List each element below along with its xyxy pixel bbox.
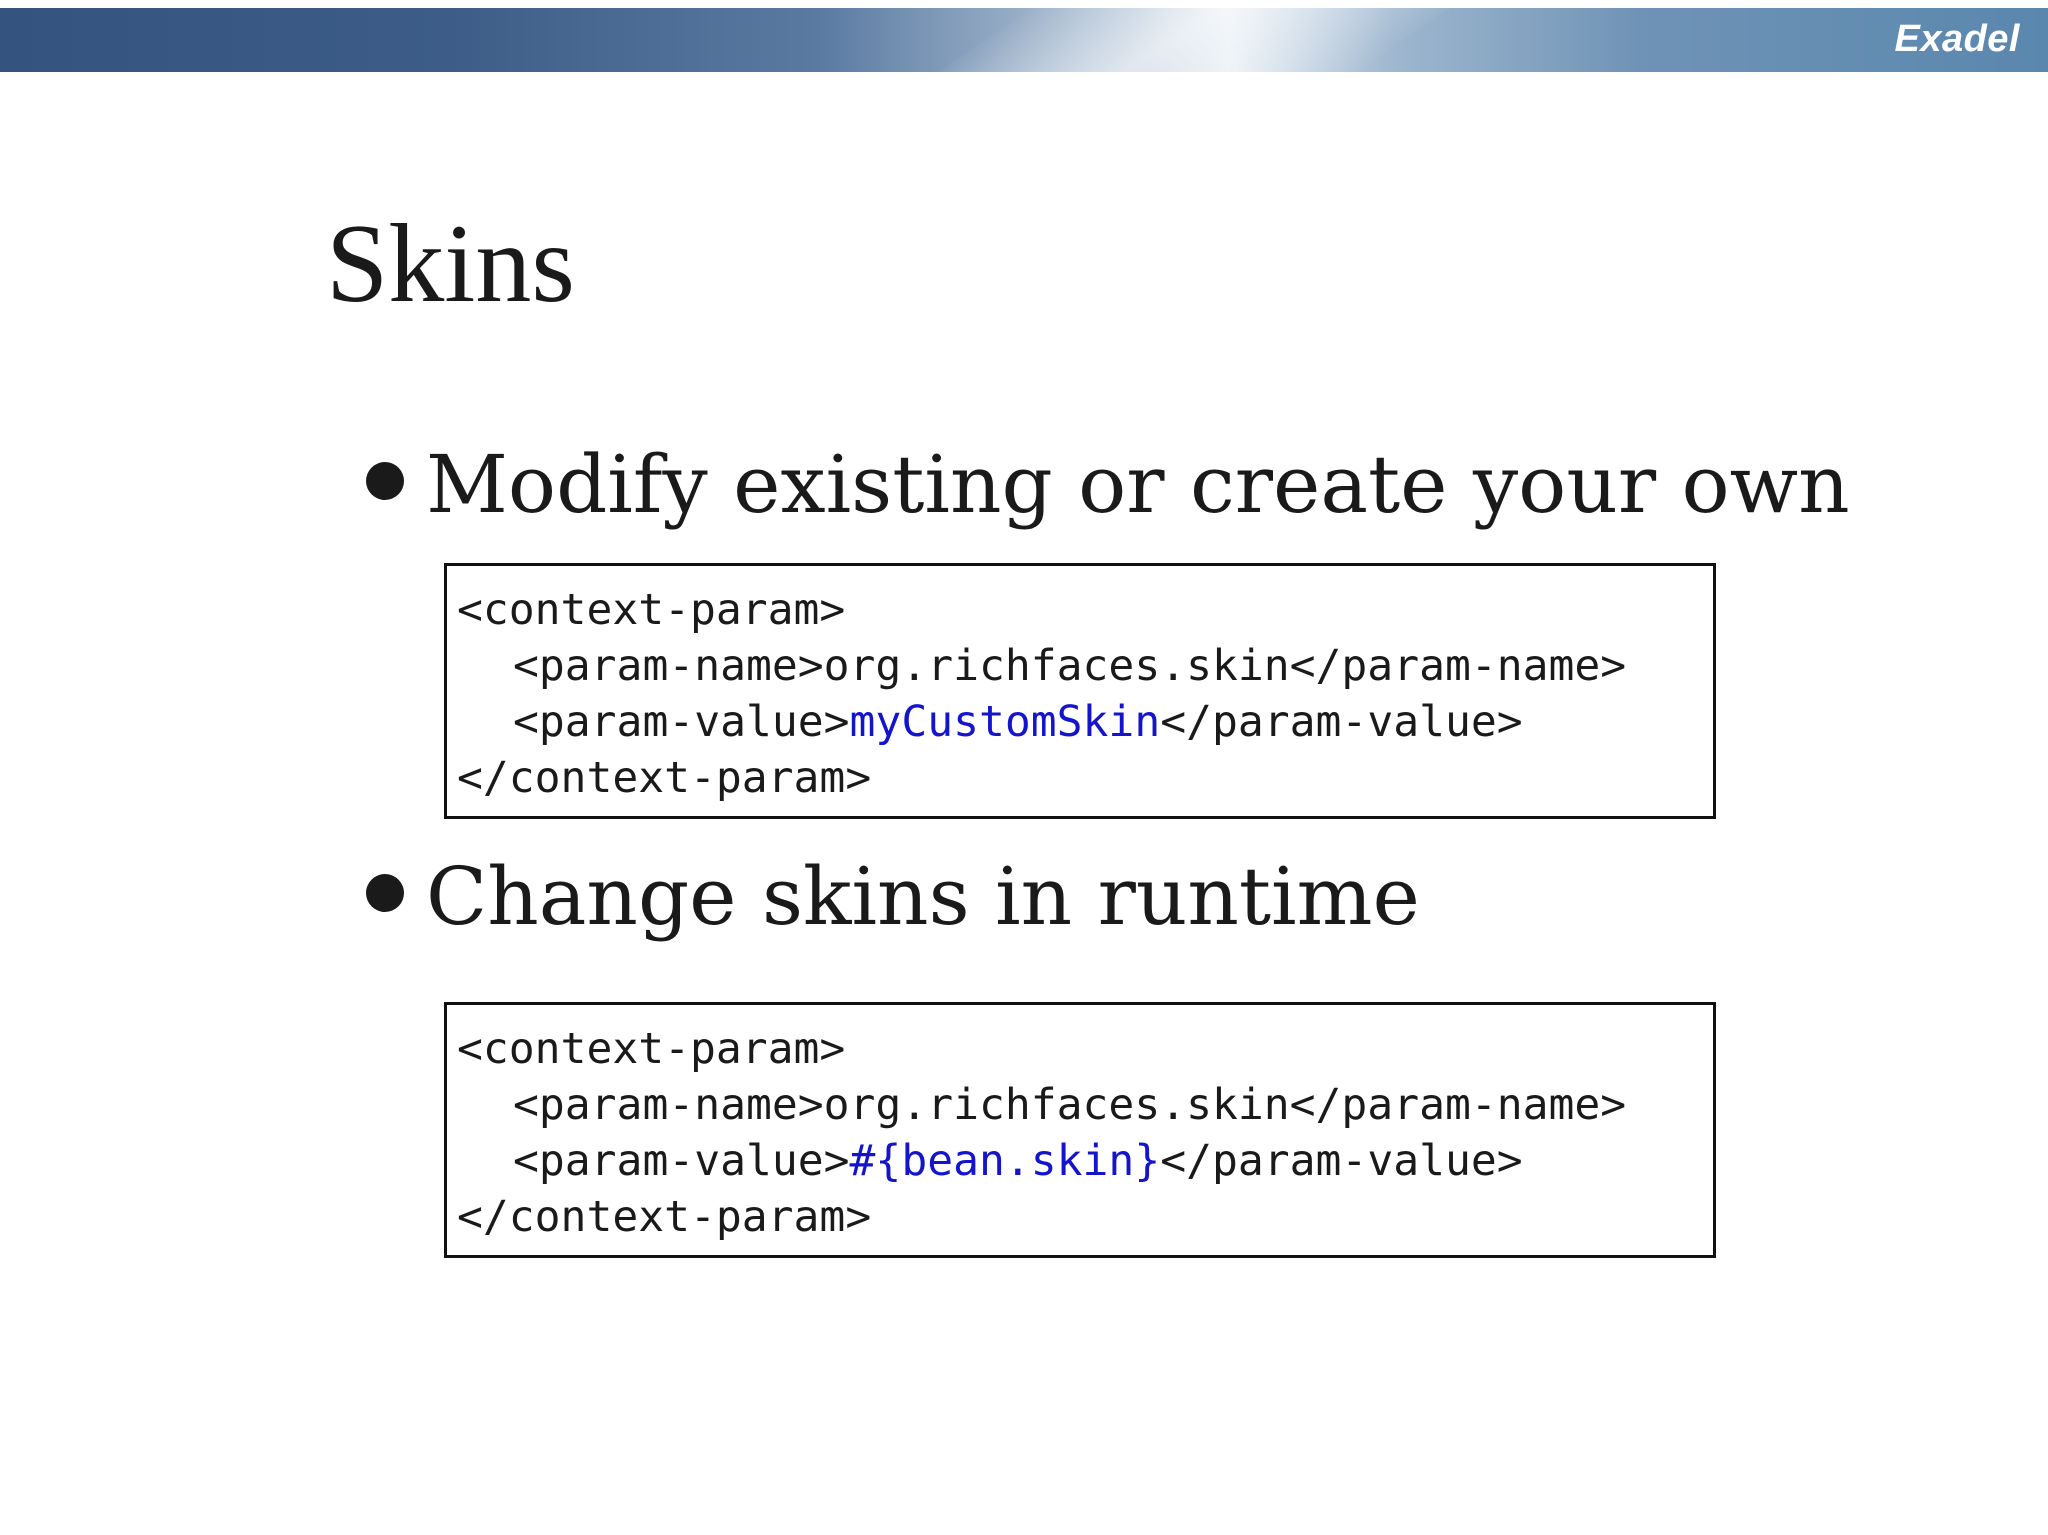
code-text: </param-value> <box>1160 1136 1523 1186</box>
code-text: <param-name>org.richfaces.skin</param-name> <box>513 641 1627 691</box>
code-text: <param-value> <box>513 697 850 747</box>
code-block-static-skin <box>444 563 1716 819</box>
bullet-item-runtime <box>366 850 1420 943</box>
bullet-dot-icon <box>366 462 404 500</box>
bullet-text: Change skins in runtime <box>426 850 1420 943</box>
bullet-item-modify <box>366 438 1850 531</box>
code-line <box>457 694 1713 750</box>
code-line <box>457 1133 1713 1189</box>
code-text: <param-name>org.richfaces.skin</param-name> <box>513 1080 1627 1130</box>
code-line: <context-param> <box>457 585 846 635</box>
code-highlight-value: #{bean.skin} <box>849 1136 1161 1186</box>
code-text: </param-value> <box>1160 697 1523 747</box>
code-line: <context-param> <box>457 1024 846 1074</box>
code-text: <param-value> <box>513 1136 850 1186</box>
slide-title: Skins <box>326 202 575 326</box>
header-light-streak <box>901 8 1478 72</box>
code-highlight-value: myCustomSkin <box>849 697 1161 747</box>
code-line: </context-param> <box>457 753 872 803</box>
code-line: </context-param> <box>457 1192 872 1242</box>
code-block-runtime-skin <box>444 1002 1716 1258</box>
code-line <box>457 638 1713 694</box>
bullet-text: Modify existing or create your own <box>426 438 1850 531</box>
code-line <box>457 1077 1713 1133</box>
bullet-dot-icon <box>366 874 404 912</box>
header-banner <box>0 8 2048 72</box>
brand-logo-text: Exadel <box>1894 18 2020 60</box>
